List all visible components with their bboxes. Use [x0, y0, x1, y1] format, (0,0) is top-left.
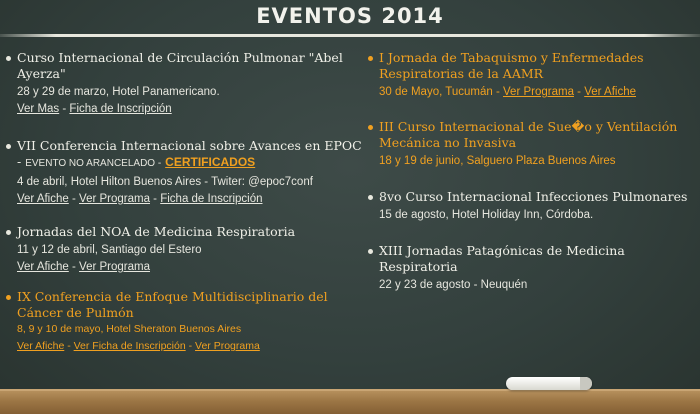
- event-links: [17, 192, 366, 207]
- link-separator: -: [68, 193, 80, 205]
- ver-mas-link[interactable]: Ver Mas: [17, 103, 60, 115]
- event-item: [6, 50, 366, 117]
- event-item: [6, 289, 366, 354]
- bullet-icon: [6, 230, 11, 235]
- bullet-icon: [6, 295, 11, 300]
- bullet-icon: [6, 144, 11, 149]
- title-underline: [0, 34, 700, 37]
- bullet-icon: [368, 195, 373, 200]
- right-column: [368, 50, 694, 293]
- event-details: 15 de agosto, Hotel Holiday Inn, Córdoba.: [379, 209, 594, 221]
- event-details: 28 y 29 de marzo, Hotel Panamericano.: [17, 86, 220, 98]
- event-title: Jornadas del NOA de Medicina Respiratoria: [17, 224, 296, 239]
- event-links: [17, 339, 366, 354]
- link-separator: -: [59, 103, 70, 115]
- bullet-icon: [368, 249, 373, 254]
- event-title: [17, 138, 366, 172]
- event-title: IX Conferencia de Enfoque Multidisciplinario del Cáncer de Pulmón: [17, 289, 328, 320]
- page-title: EVENTOS 2014: [256, 4, 444, 28]
- ver-afiche-link[interactable]: Ver Afiche: [17, 193, 69, 205]
- bullet-icon: [6, 56, 11, 61]
- event-item: [368, 243, 694, 293]
- ficha-inscripcion-link[interactable]: Ficha de Inscripción: [69, 103, 172, 115]
- bullet-icon: [368, 56, 373, 61]
- event-title: I Jornada de Tabaquismo y Enfermedades Respiratorias de la AAMR: [379, 50, 644, 81]
- link-separator: -: [149, 193, 161, 205]
- left-column: [6, 50, 366, 354]
- ver-programa-link[interactable]: Ver Programa: [79, 261, 150, 273]
- event-item: [368, 50, 694, 100]
- event-details: 18 y 19 de junio, Salguero Plaza Buenos Aires: [379, 155, 616, 167]
- link-separator: -: [185, 340, 196, 352]
- chalk-ledge: [0, 389, 700, 414]
- ver-afiche-link[interactable]: Ver Afiche: [17, 261, 69, 273]
- ver-afiche-link[interactable]: Ver Afiche: [584, 86, 636, 98]
- link-separator: -: [68, 261, 80, 273]
- link-separator: -: [573, 86, 585, 98]
- ver-programa-link[interactable]: Ver Programa: [195, 340, 260, 352]
- event-links: [17, 102, 366, 117]
- event-item: [368, 189, 694, 223]
- bullet-icon: [368, 125, 373, 130]
- ficha-inscripcion-link[interactable]: Ficha de Inscripción: [160, 193, 263, 205]
- event-title: 8vo Curso Internacional Infecciones Pulmonares: [379, 189, 688, 204]
- event-details: 8, 9 y 10 de mayo, Hotel Sheraton Buenos Aires: [17, 323, 242, 335]
- ver-programa-link[interactable]: Ver Programa: [79, 193, 150, 205]
- event-title: III Curso Internacional de Sue�o y Ventilación Mecánica no Invasiva: [379, 119, 678, 150]
- event-details: 11 y 12 de abril, Santiago del Estero: [17, 244, 202, 256]
- event-item: [6, 224, 366, 275]
- event-details: [379, 85, 694, 100]
- certificados-link[interactable]: CERTIFICADOS: [165, 155, 256, 169]
- event-title: Curso Internacional de Circulación Pulmonar "Abel Ayerza": [17, 50, 343, 81]
- event-item: [368, 119, 694, 169]
- ver-ficha-inscripcion-link[interactable]: Ver Ficha de Inscripción: [73, 340, 186, 352]
- event-date: 30 de Mayo, Tucumán -: [379, 86, 500, 98]
- event-item: [6, 138, 366, 207]
- event-details: 22 y 23 de agosto - Neuquén: [379, 279, 528, 291]
- ver-afiche-link[interactable]: Ver Afiche: [17, 340, 65, 352]
- link-separator: -: [64, 340, 74, 352]
- event-title-text: VII Conferencia Internacional sobre Avances en EPOC -: [17, 138, 362, 169]
- event-note: EVENTO NO ARANCELADO -: [25, 158, 162, 169]
- event-links: [17, 260, 366, 275]
- event-details: 4 de abril, Hotel Hilton Buenos Aires - Twiter: @epoc7conf: [17, 176, 313, 188]
- event-title: XIII Jornadas Patagónicas de Medicina Respiratoria: [379, 243, 625, 274]
- ver-programa-link[interactable]: Ver Programa: [503, 86, 574, 98]
